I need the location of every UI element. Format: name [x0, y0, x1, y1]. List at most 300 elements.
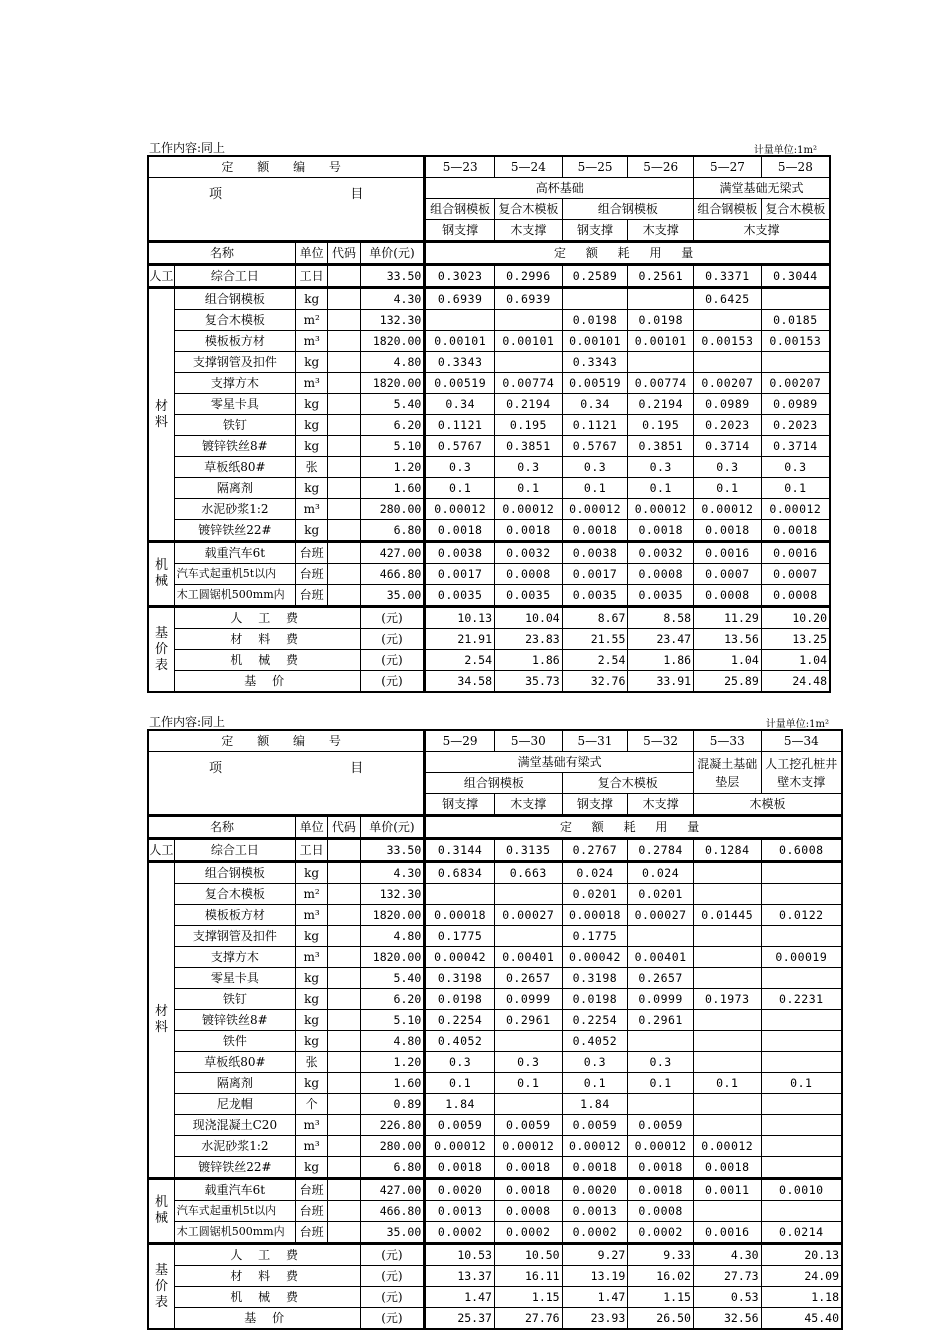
item-value: 0.024	[628, 862, 694, 884]
quota-table	[147, 729, 843, 1330]
item-value: 0.2023	[761, 415, 830, 436]
quota-code-row	[148, 730, 842, 752]
item-value: 0.1775	[562, 926, 628, 947]
item-name: 水泥砂浆1:2	[174, 499, 295, 520]
section-label: 机械	[148, 1179, 174, 1244]
item-value: 0.00101	[425, 331, 495, 352]
item-price: 5.40	[360, 394, 425, 415]
item-value: 0.00018	[562, 905, 628, 926]
base-item-name: 基 价	[174, 671, 360, 693]
base-price-row	[148, 1244, 842, 1266]
base-item-value: 10.13	[425, 607, 495, 629]
table-row	[148, 352, 830, 373]
base-item-value: 27.76	[494, 1308, 562, 1330]
item-price: 4.80	[360, 1031, 425, 1052]
section-label: 人工	[148, 839, 174, 862]
item-unit: m³	[295, 1115, 327, 1136]
base-price-row	[148, 1308, 842, 1330]
item-value: 0.3044	[761, 265, 830, 288]
item-value: 0.0002	[425, 1222, 495, 1244]
item-unit: m³	[295, 905, 327, 926]
table-row	[148, 1115, 842, 1136]
work-content-label: 工作内容:同上	[149, 141, 226, 155]
item-value: 0.1	[425, 1073, 495, 1094]
base-item-value: 10.04	[495, 607, 563, 629]
base-item-value: 32.56	[693, 1308, 761, 1330]
item-value	[693, 1031, 761, 1052]
item-value	[562, 288, 628, 310]
sub-header: 组合钢模板	[694, 199, 762, 220]
item-value	[693, 1115, 761, 1136]
item-value: 0.0018	[562, 520, 628, 542]
item-value: 0.00101	[495, 331, 563, 352]
base-item-value: 1.04	[694, 650, 762, 671]
item-value: 0.0018	[694, 520, 762, 542]
item-value: 0.01445	[693, 905, 761, 926]
base-item-value: 24.09	[761, 1266, 842, 1287]
base-item-value: 23.47	[628, 629, 694, 650]
item-value: 0.195	[628, 415, 694, 436]
item-value: 1.84	[425, 1094, 495, 1115]
item-unit: m²	[295, 884, 327, 905]
item-value: 0.2657	[494, 968, 562, 989]
item-value: 0.00012	[425, 1136, 495, 1157]
item-unit: m³	[296, 373, 328, 394]
sub-header: 复合木模板	[761, 199, 830, 220]
item-code	[328, 839, 360, 862]
item-value: 0.0018	[494, 1179, 562, 1201]
item-value: 0.00401	[628, 947, 694, 968]
group-header: 高杯基础	[425, 178, 694, 199]
table-row	[148, 947, 842, 968]
item-value	[761, 352, 830, 373]
item-code	[328, 1115, 360, 1136]
item-value: 0.00012	[562, 1136, 628, 1157]
item-code	[328, 1157, 360, 1179]
item-value: 0.0008	[495, 564, 563, 585]
base-item-unit: (元)	[360, 607, 425, 629]
item-value: 0.0008	[761, 585, 830, 607]
base-price-row	[148, 1287, 842, 1308]
item-value	[694, 310, 762, 331]
item-value: 0.195	[495, 415, 563, 436]
item-value: 0.0020	[562, 1179, 628, 1201]
base-item-value: 27.73	[693, 1266, 761, 1287]
base-item-value: 11.29	[694, 607, 762, 629]
item-name: 零星卡具	[174, 968, 295, 989]
item-name: 草板纸80#	[174, 457, 295, 478]
table-row	[148, 862, 842, 884]
base-price-row	[148, 629, 830, 650]
item-value: 0.0018	[693, 1157, 761, 1179]
item-value: 0.3	[425, 457, 495, 478]
item-value: 0.1	[425, 478, 495, 499]
table-row	[148, 265, 830, 288]
item-value: 0.0032	[495, 542, 563, 564]
item-value	[425, 310, 495, 331]
item-name: 综合工日	[174, 839, 295, 862]
item-price: 1.60	[360, 478, 425, 499]
quota-table-block-2	[147, 713, 843, 1330]
item-price: 6.20	[360, 989, 425, 1010]
base-item-unit: (元)	[360, 1287, 425, 1308]
item-value: 0.3	[562, 457, 628, 478]
item-value: 0.6939	[495, 288, 563, 310]
item-unit: kg	[296, 352, 328, 373]
item-value: 0.00012	[425, 499, 495, 520]
item-unit: kg	[295, 1157, 327, 1179]
item-value	[761, 1201, 842, 1222]
item-code	[328, 862, 360, 884]
item-name: 草板纸80#	[174, 1052, 295, 1073]
item-value: 0.00401	[494, 947, 562, 968]
item-value: 0.00207	[694, 373, 762, 394]
base-item-name: 人 工 费	[174, 1244, 360, 1266]
item-value: 0.00519	[425, 373, 495, 394]
item-value: 0.663	[494, 862, 562, 884]
table-row	[148, 1136, 842, 1157]
item-value: 1.84	[562, 1094, 628, 1115]
base-item-value: 45.40	[761, 1308, 842, 1330]
item-unit: 工日	[296, 265, 328, 288]
item-name: 汽车式起重机5t以内	[174, 564, 295, 585]
item-value: 0.00012	[628, 499, 694, 520]
item-value: 0.6834	[425, 862, 495, 884]
support-header: 木支撑	[694, 220, 830, 242]
item-price: 427.00	[360, 1179, 425, 1201]
item-value: 0.3343	[425, 352, 495, 373]
col-name-header: 名称	[148, 816, 295, 839]
item-value: 0.1121	[562, 415, 628, 436]
item-value: 0.4052	[562, 1031, 628, 1052]
item-value	[494, 1031, 562, 1052]
base-item-value: 1.18	[761, 1287, 842, 1308]
item-value: 0.1	[693, 1073, 761, 1094]
base-price-row	[148, 650, 830, 671]
table-row	[148, 585, 830, 607]
quota-code: 5—30	[494, 730, 562, 752]
item-price: 4.80	[360, 352, 425, 373]
quota-code: 5—31	[562, 730, 628, 752]
group-header: 人工挖孔桩井壁木支撑	[761, 752, 842, 794]
item-unit: 张	[296, 457, 328, 478]
item-value: 0.0020	[425, 1179, 495, 1201]
base-price-row	[148, 1266, 842, 1287]
item-value: 0.6939	[425, 288, 495, 310]
base-item-value: 33.91	[628, 671, 694, 693]
col-price-header: 单价(元)	[360, 242, 425, 265]
quota-code-label: 定 额 编 号	[148, 156, 425, 178]
item-price: 4.30	[360, 288, 425, 310]
item-name: 铁件	[174, 1031, 295, 1052]
item-name: 综合工日	[174, 265, 295, 288]
item-code	[328, 1052, 360, 1073]
base-item-value: 10.50	[494, 1244, 562, 1266]
base-item-value: 35.73	[495, 671, 563, 693]
item-unit: m³	[295, 947, 327, 968]
item-unit: kg	[295, 862, 327, 884]
item-code	[328, 373, 360, 394]
item-unit: kg	[296, 394, 328, 415]
item-value: 0.0059	[425, 1115, 495, 1136]
item-name: 镀锌铁丝8#	[174, 436, 295, 457]
item-value	[628, 1094, 694, 1115]
item-value	[425, 884, 495, 905]
table-row	[148, 1094, 842, 1115]
item-value	[628, 288, 694, 310]
item-name: 载重汽车6t	[174, 542, 295, 564]
item-name: 复合木模板	[174, 884, 295, 905]
support-header: 钢支撑	[425, 220, 495, 242]
item-price: 1820.00	[360, 905, 425, 926]
quota-code-row	[148, 156, 830, 178]
item-value: 0.3135	[494, 839, 562, 862]
item-value: 0.00101	[628, 331, 694, 352]
item-value	[628, 352, 694, 373]
base-item-value: 0.53	[693, 1287, 761, 1308]
item-value: 0.0035	[562, 585, 628, 607]
item-value: 0.6008	[761, 839, 842, 862]
item-value	[761, 1031, 842, 1052]
item-name: 支撑钢管及扣件	[174, 926, 295, 947]
item-value: 0.0059	[494, 1115, 562, 1136]
item-value: 0.3	[628, 1052, 694, 1073]
item-value: 0.0035	[425, 585, 495, 607]
item-value: 0.2996	[495, 265, 563, 288]
item-unit: kg	[296, 415, 328, 436]
item-value: 0.0214	[761, 1222, 842, 1244]
item-value	[761, 926, 842, 947]
base-item-value: 2.54	[562, 650, 628, 671]
base-item-value: 10.20	[761, 607, 830, 629]
base-item-name: 材 料 费	[174, 1266, 360, 1287]
item-value: 0.1	[694, 478, 762, 499]
item-code	[328, 520, 360, 542]
quota-code: 5—25	[562, 156, 628, 178]
item-code	[328, 265, 360, 288]
item-value: 0.0002	[628, 1222, 694, 1244]
table-row	[148, 288, 830, 310]
item-price: 226.80	[360, 1115, 425, 1136]
item-value: 0.0013	[562, 1201, 628, 1222]
base-item-value: 1.86	[495, 650, 563, 671]
col-name-header: 名称	[148, 242, 296, 265]
item-name: 铁钉	[174, 415, 295, 436]
item-value: 0.1	[761, 1073, 842, 1094]
item-value: 0.00042	[562, 947, 628, 968]
table-row	[148, 1010, 842, 1031]
item-value	[761, 884, 842, 905]
item-value: 0.0017	[425, 564, 495, 585]
base-item-unit: (元)	[360, 671, 425, 693]
item-unit: 工日	[295, 839, 327, 862]
item-price: 1820.00	[360, 373, 425, 394]
item-price: 4.30	[360, 862, 425, 884]
base-item-value: 34.58	[425, 671, 495, 693]
table-row	[148, 499, 830, 520]
support-header: 钢支撑	[562, 220, 628, 242]
item-code	[328, 478, 360, 499]
section-label: 材料	[148, 862, 174, 1179]
item-price: 280.00	[360, 1136, 425, 1157]
item-name: 水泥砂浆1:2	[174, 1136, 295, 1157]
item-code	[328, 1222, 360, 1244]
item-unit: m³	[295, 1136, 327, 1157]
base-item-value: 1.47	[425, 1287, 495, 1308]
quota-code: 5—29	[425, 730, 495, 752]
support-header: 木支撑	[494, 794, 562, 816]
table-row	[148, 1179, 842, 1201]
item-name: 镀锌铁丝8#	[174, 1010, 295, 1031]
table-row	[148, 478, 830, 499]
item-value: 0.0032	[628, 542, 694, 564]
item-value	[761, 1052, 842, 1073]
base-item-value: 23.93	[562, 1308, 628, 1330]
item-code	[328, 542, 360, 564]
item-unit: m²	[296, 310, 328, 331]
item-name: 镀锌铁丝22#	[174, 1157, 295, 1179]
item-unit: m³	[296, 331, 328, 352]
item-unit: kg	[295, 1031, 327, 1052]
base-price-row	[148, 607, 830, 629]
item-value	[761, 862, 842, 884]
item-price: 33.50	[360, 839, 425, 862]
table-header-line	[147, 139, 831, 155]
item-code	[328, 564, 360, 585]
item-value: 0.1	[628, 1073, 694, 1094]
base-item-unit: (元)	[360, 1244, 425, 1266]
item-value: 0.3	[694, 457, 762, 478]
item-value: 0.2194	[628, 394, 694, 415]
table-row	[148, 394, 830, 415]
item-value: 0.00153	[694, 331, 762, 352]
item-value: 0.0018	[495, 520, 563, 542]
consumption-header: 定 额 耗 用 量	[425, 242, 830, 265]
quota-code: 5—34	[761, 730, 842, 752]
item-code	[328, 288, 360, 310]
quota-table-block-1	[147, 139, 831, 693]
table-row	[148, 310, 830, 331]
quota-code: 5—27	[694, 156, 762, 178]
item-value: 0.2589	[562, 265, 628, 288]
unit-note: 计量单位:1m²	[765, 719, 829, 730]
item-value	[494, 926, 562, 947]
item-name: 支撑方木	[174, 373, 295, 394]
item-code	[328, 352, 360, 373]
base-item-value: 8.58	[628, 607, 694, 629]
table-row	[148, 1222, 842, 1244]
item-price: 5.10	[360, 436, 425, 457]
item-code	[328, 1010, 360, 1031]
item-value	[761, 968, 842, 989]
item-value: 0.0008	[494, 1201, 562, 1222]
item-value: 0.3	[562, 1052, 628, 1073]
item-price: 132.30	[360, 310, 425, 331]
item-code	[328, 926, 360, 947]
base-price-label: 基价表	[148, 1244, 174, 1330]
item-value: 0.0122	[761, 905, 842, 926]
item-value: 0.0198	[562, 310, 628, 331]
item-value	[761, 1010, 842, 1031]
base-item-name: 材 料 费	[174, 629, 360, 650]
base-item-value: 26.50	[628, 1308, 694, 1330]
item-value: 0.00207	[761, 373, 830, 394]
table-row	[148, 457, 830, 478]
item-unit: m³	[296, 499, 328, 520]
item-value: 0.2254	[562, 1010, 628, 1031]
project-label-cell	[148, 178, 425, 242]
base-item-value: 13.25	[761, 629, 830, 650]
item-value: 0.00027	[494, 905, 562, 926]
item-unit: kg	[296, 478, 328, 499]
base-item-value: 25.89	[694, 671, 762, 693]
base-item-name: 基 价	[174, 1308, 360, 1330]
item-unit: 台班	[296, 542, 328, 564]
item-value: 0.0011	[693, 1179, 761, 1201]
item-value: 0.0018	[628, 520, 694, 542]
base-item-value: 4.30	[693, 1244, 761, 1266]
item-price: 466.80	[360, 1201, 425, 1222]
quota-code: 5—23	[425, 156, 495, 178]
item-value: 0.0010	[761, 1179, 842, 1201]
item-price: 1820.00	[360, 331, 425, 352]
support-header: 木支撑	[628, 220, 694, 242]
item-value: 0.3714	[694, 436, 762, 457]
item-value: 0.0008	[628, 564, 694, 585]
base-item-value: 9.27	[562, 1244, 628, 1266]
table-row	[148, 968, 842, 989]
item-value: 0.3	[494, 1052, 562, 1073]
work-content-label: 工作内容:同上	[149, 715, 226, 729]
item-value: 0.00012	[495, 499, 563, 520]
item-price: 6.80	[360, 1157, 425, 1179]
item-value: 0.0016	[761, 542, 830, 564]
item-value: 0.0038	[425, 542, 495, 564]
table-row	[148, 1031, 842, 1052]
table-row	[148, 542, 830, 564]
item-value: 0.0185	[761, 310, 830, 331]
item-value	[693, 968, 761, 989]
item-value: 0.0035	[628, 585, 694, 607]
col-unit-header: 单位	[296, 242, 328, 265]
item-name: 模板板方材	[174, 331, 295, 352]
item-code	[328, 1201, 360, 1222]
item-name: 汽车式起重机5t以内	[174, 1201, 295, 1222]
item-value: 0.1284	[693, 839, 761, 862]
table-row	[148, 1052, 842, 1073]
item-name: 隔离剂	[174, 478, 295, 499]
item-value: 0.3371	[694, 265, 762, 288]
item-price: 466.80	[360, 564, 425, 585]
item-value	[495, 310, 563, 331]
item-value: 0.2254	[425, 1010, 495, 1031]
item-name: 支撑方木	[174, 947, 295, 968]
item-code	[328, 1179, 360, 1201]
item-value: 0.1	[628, 478, 694, 499]
section-label: 材料	[148, 288, 174, 542]
item-value: 0.3851	[628, 436, 694, 457]
item-value: 0.0002	[494, 1222, 562, 1244]
item-value	[693, 947, 761, 968]
item-value: 0.00012	[761, 499, 830, 520]
item-name: 木工圆锯机500mm内	[174, 1222, 295, 1244]
sub-header: 组合钢模板	[425, 773, 562, 794]
item-price: 6.80	[360, 520, 425, 542]
item-price: 1820.00	[360, 947, 425, 968]
item-value	[693, 1201, 761, 1222]
base-item-value: 21.55	[562, 629, 628, 650]
col-code-header: 代码	[328, 242, 360, 265]
